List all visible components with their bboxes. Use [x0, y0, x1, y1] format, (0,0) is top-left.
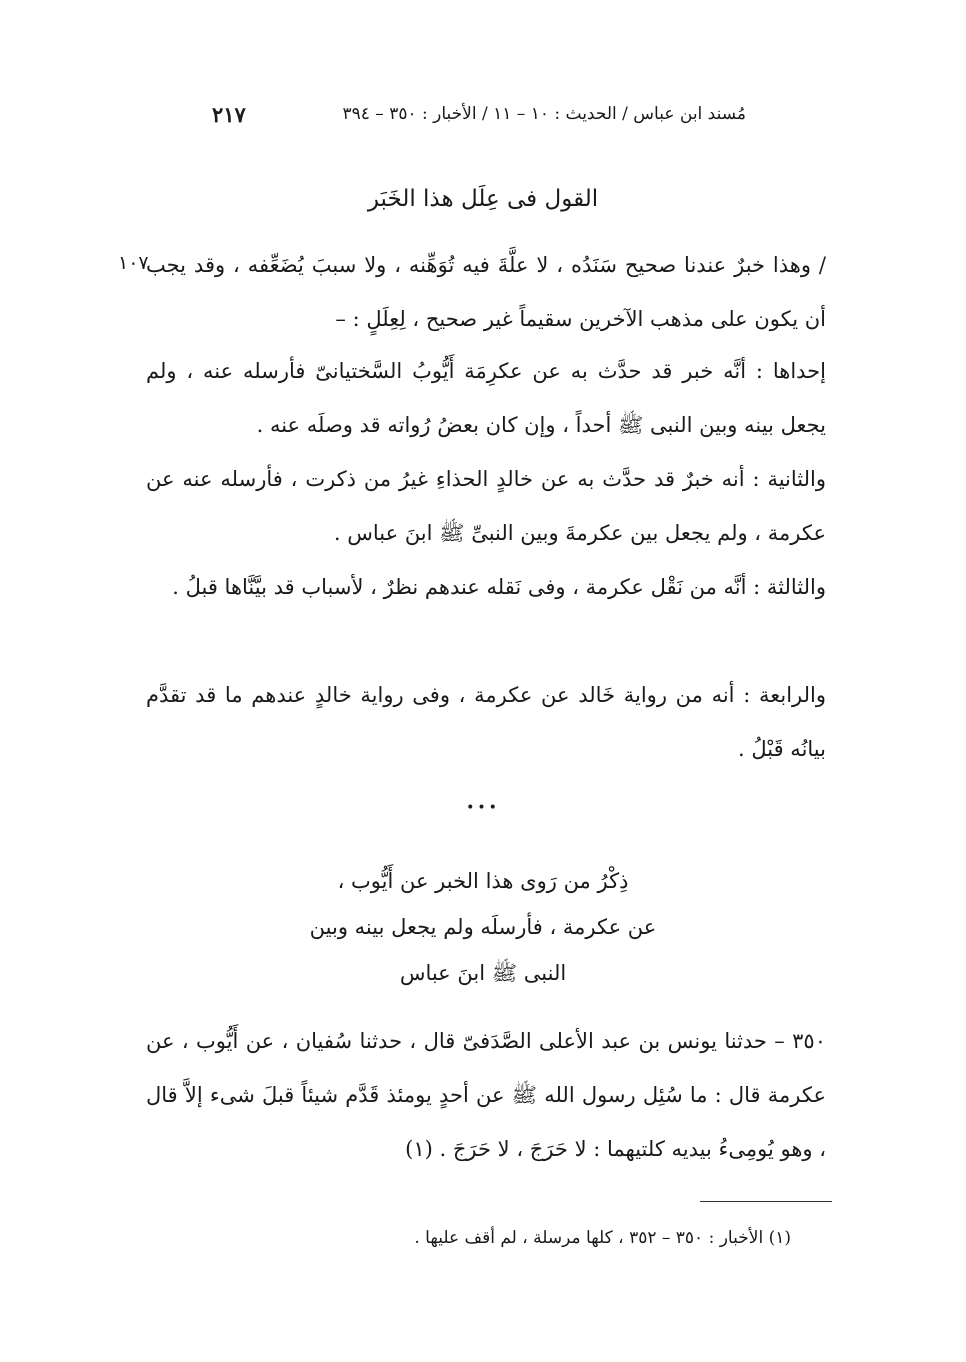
section-separator: •••: [466, 800, 500, 816]
second-reason-text: والثانية : أنه خبرٌ قد حدَّث به عن خالدٍ الحذاءِ غيرُ من ذكرت ، فأرسله عنه عن عكرمة ، ولم يجعل بين عكرمةَ وبين النبىِّ ﷺ ابنَ عباس .: [146, 467, 826, 545]
footnote: (١) الأخبار : ٣٥٠ – ٣٥٢ ، كلها مرسلة ، لم أقف عليها .: [414, 1228, 791, 1248]
page-number: ٢١٧: [212, 102, 246, 127]
third-reason-paragraph: [146, 560, 826, 614]
footnote-divider: [700, 1201, 832, 1202]
first-reason-paragraph: [146, 344, 826, 452]
section-heading: القول فى عِلَل هذا الخَبَر: [367, 186, 599, 212]
subsection-heading: [0, 858, 966, 996]
subsection-heading-line-1: ذِكْرُ من رَوى هذا الخبر عن أَيُّوب ،: [337, 869, 629, 893]
subsection-heading-line-2: عن عكرمة ، فأرسلَه ولم يجعل بينه وبين: [309, 915, 657, 939]
subsection-heading-line-3: النبى ﷺ ابنَ عباس: [399, 961, 567, 985]
intro-paragraph: [146, 238, 826, 346]
second-reason-paragraph: [146, 452, 826, 560]
fourth-reason-text: والرابعة : أنه من رواية خَالد عن عكرمة ، وفى رواية خالدٍ عندهم ما قد تقدَّم بيانُه قَبْلُ .: [146, 683, 826, 761]
third-reason-text: والثالثة : أنَّه من نَقْل عكرمة ، وفى نَقله عندهم نظرٌ ، لأسباب قد بيَّنَّاها قبلُ .: [172, 575, 826, 599]
margin-page-marker: ١٠٧: [118, 252, 149, 274]
first-reason-text: إحداها : أنَّه خبر قد حدَّث به عن عكرِمَة أَيُّوبُ السَّختيانىّ فأرسله عنه ، ولم يجعل بينه وبين النبى ﷺ أحداً ، وإن كان بعضُ رُواته قد وصلَه عنه .: [146, 359, 826, 437]
hadith-paragraph: [146, 1014, 826, 1176]
running-head: مُسند ابن عباس / الحديث : ١٠ – ١١ / الأخبار : ٣٥٠ – ٣٩٤: [342, 104, 746, 124]
hadith-text: ٣٥٠ – حدثنا يونس بن عبد الأعلى الصَّدَفىّ قال ، حدثنا سُفيان ، عن أَيُّوب ، عن عكرمة قال : ما سُئِل رسول الله ﷺ عن أحدٍ يومئذ قَدَّم شيئاً قبلَ شىء إلاَّ قال ، وهو يُومِىءُ بيديه كلتيهما : لا حَرَجَ ، لا حَرَجَ . (١): [146, 1029, 826, 1161]
fourth-reason-paragraph: [146, 668, 826, 776]
intro-text: / وهذا خبرٌ عندنا صحيح سَنَدُه ، لا علَّةَ فيه تُوَهِّنه ، ولا سببَ يُضَعِّفه ، وقد يجب أن يكون على مذهب الآخرين سقيماً غير صحيح ، لِعِلَلٍ : –: [146, 253, 826, 331]
